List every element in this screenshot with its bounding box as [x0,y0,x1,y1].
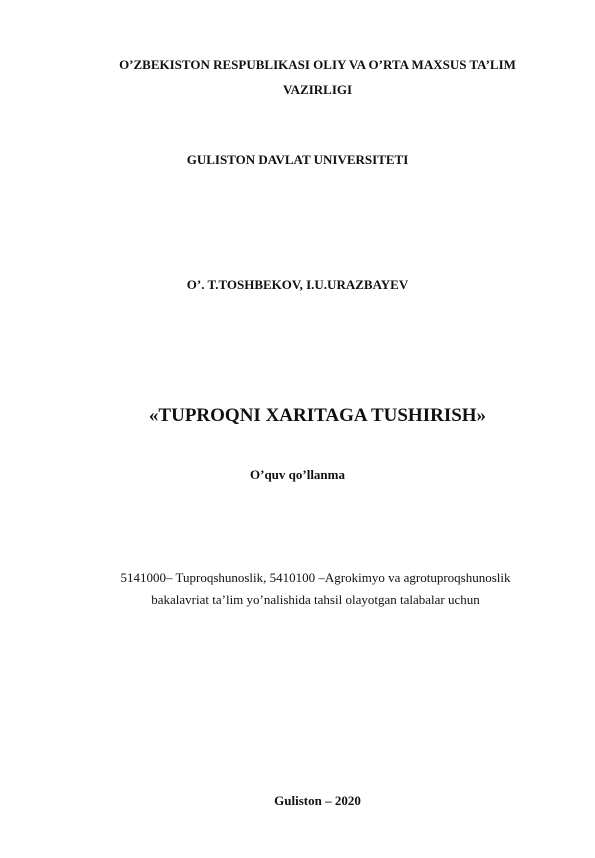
ministry-line-2: VAZIRLIGI [282,82,353,97]
ministry-line-1: O’ZBEKISTON RESPUBLIKASI OLIY VA O’RTA MAXSUS TA’LIM [119,57,516,72]
authors: O’. T.TOSHBEKOV, I.U.URAZBAYEV [186,277,409,292]
audience-line-1: 5141000– Tuproqshunoslik, 5410100 –Agrokimyo va agrotuproqshunoslik [120,570,511,585]
place-and-year: Guliston – 2020 [274,793,361,808]
ministry-heading [20,52,595,102]
document-subtitle: O’quv qo’llanma [250,467,345,482]
university-name: GULISTON DAVLAT UNIVERSITETI [186,152,409,167]
audience-line-2: bakalavriat ta’lim yo’nalishida tahsil olayotgan talabalar uchun [151,592,480,607]
document-title: «TUPROQNI XARITAGA TUSHIRISH» [148,405,487,426]
audience-description [18,567,595,611]
